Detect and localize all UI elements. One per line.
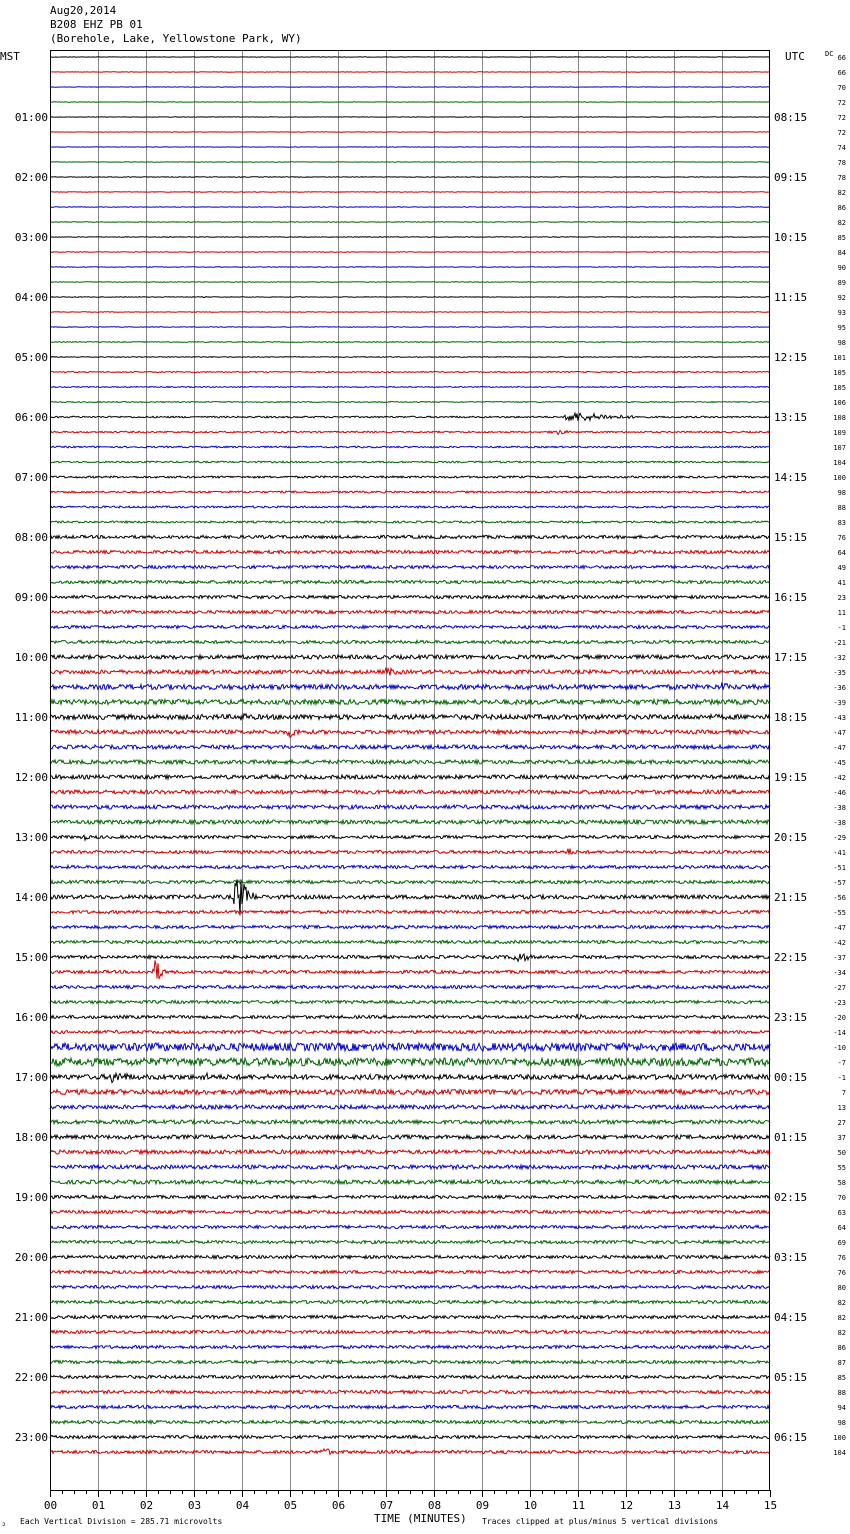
trace-row	[50, 402, 770, 403]
trace-row	[50, 491, 770, 493]
trace-row	[50, 790, 770, 794]
trace-row	[50, 267, 770, 268]
trace-row	[50, 506, 770, 508]
trace-row	[50, 1390, 770, 1393]
dc-offset-label: 98	[837, 339, 846, 347]
trace-row	[50, 282, 770, 283]
dc-offset-label: 37	[837, 1134, 846, 1142]
dc-offset-label: 70	[837, 1194, 846, 1202]
dc-offset-label: -27	[833, 984, 846, 992]
dc-offset-label: 93	[837, 309, 846, 317]
trace-row	[50, 252, 770, 253]
dc-offset-label: 100	[833, 1434, 846, 1442]
dc-offset-label: 107	[833, 444, 846, 452]
trace-row	[50, 595, 770, 598]
trace-row	[50, 1270, 770, 1273]
mst-hour-label: 10:00	[14, 651, 48, 664]
trace-row	[50, 1014, 770, 1019]
dc-offset-label: -38	[833, 804, 846, 812]
dc-offset-label: 27	[837, 1119, 846, 1127]
dc-offset-label: 64	[837, 549, 846, 557]
utc-hour-label: 09:15	[774, 171, 808, 184]
dc-offset-label: 98	[837, 1419, 846, 1427]
dc-offset-label: 90	[837, 264, 846, 272]
utc-hour-label: 02:15	[774, 1191, 808, 1204]
dc-offset-label: -36	[833, 684, 846, 692]
trace-row	[50, 1105, 770, 1109]
trace-row	[50, 745, 770, 749]
mst-hour-label: 11:00	[14, 711, 48, 724]
utc-hour-label: 16:15	[774, 591, 808, 604]
trace-row	[50, 1058, 770, 1066]
trace-row	[50, 550, 770, 553]
trace-row	[50, 1449, 770, 1455]
dc-offset-label: 105	[833, 384, 846, 392]
trace-row	[50, 985, 770, 988]
trace-row	[50, 730, 770, 738]
dc-offset-label: 83	[837, 519, 846, 527]
trace-row	[50, 640, 770, 643]
dc-offset-label: 66	[837, 69, 846, 77]
trace-row	[50, 1240, 770, 1243]
utc-hour-label: 18:15	[774, 711, 808, 724]
dc-offset-label: 88	[837, 1389, 846, 1397]
x-tick-label: 14	[715, 1499, 730, 1512]
dc-offset-label: 85	[837, 234, 846, 242]
dc-offset-label: 70	[837, 84, 846, 92]
dc-offset-label: 92	[837, 294, 846, 302]
trace-row	[50, 1255, 770, 1258]
dc-offset-label: -47	[833, 924, 846, 932]
trace-row	[50, 775, 770, 779]
trace-row	[50, 1405, 770, 1408]
trace-row	[50, 714, 770, 721]
trace-row	[50, 476, 770, 478]
x-tick-label: 04	[235, 1499, 250, 1512]
trace-row	[50, 954, 770, 962]
utc-hour-label: 03:15	[774, 1251, 808, 1264]
x-tick-label: 15	[763, 1499, 778, 1512]
trace-row	[50, 820, 770, 824]
dc-offset-label: 50	[837, 1149, 846, 1157]
dc-offset-label: 86	[837, 1344, 846, 1352]
dc-offset-label: 63	[837, 1209, 846, 1217]
utc-hour-label: 15:15	[774, 531, 808, 544]
x-tick-label: 01	[91, 1499, 106, 1512]
dc-offset-label: 55	[837, 1164, 846, 1172]
trace-row	[50, 880, 770, 883]
dc-offset-label: 82	[837, 1314, 846, 1322]
dc-offset-label: 23	[837, 594, 846, 602]
dc-offset-label: -1	[837, 624, 846, 632]
mst-hour-label: 18:00	[14, 1131, 48, 1144]
x-axis-title: TIME (MINUTES)	[374, 1512, 467, 1525]
trace-row	[50, 1150, 770, 1154]
trace-row	[50, 910, 770, 913]
dc-offset-label: 88	[837, 504, 846, 512]
dc-offset-label: -39	[833, 699, 846, 707]
trace-row	[50, 835, 770, 840]
mst-hour-label: 17:00	[14, 1071, 48, 1084]
trace-row	[50, 1120, 770, 1124]
mst-hour-label: 14:00	[14, 891, 48, 904]
trace-row	[50, 222, 770, 223]
dc-offset-label: 64	[837, 1224, 846, 1232]
dc-offset-label: 105	[833, 369, 846, 377]
dc-offset-label: -45	[833, 759, 846, 767]
utc-hour-label: 05:15	[774, 1371, 808, 1384]
x-tick-label: 11	[571, 1499, 586, 1512]
mst-hour-label: 07:00	[14, 471, 48, 484]
trace-row	[50, 535, 770, 538]
dc-offset-label: 106	[833, 399, 846, 407]
trace-row	[50, 1360, 770, 1363]
mst-hour-label: 08:00	[14, 531, 48, 544]
dc-offset-label: 86	[837, 204, 846, 212]
dc-offset-label: 104	[833, 1449, 846, 1457]
mst-hour-label: 01:00	[14, 111, 48, 124]
trace-row	[50, 446, 770, 448]
trace-row	[50, 1345, 770, 1348]
utc-hour-label: 06:15	[774, 1431, 808, 1444]
trace-row	[50, 700, 770, 705]
scale-note: Each Vertical Division = 285.71 microvolts	[20, 1517, 223, 1526]
dc-offset-label: -34	[833, 969, 846, 977]
dc-offset-label: -47	[833, 744, 846, 752]
trace-row	[50, 565, 770, 568]
dc-offset-label: -1	[837, 1074, 846, 1082]
mst-hour-label: 15:00	[14, 951, 48, 964]
dc-offset-label: -51	[833, 864, 846, 872]
dc-offset-label: 74	[837, 144, 846, 152]
dc-offset-label: -43	[833, 714, 846, 722]
trace-row	[50, 357, 770, 358]
dc-offset-label: 7	[841, 1089, 846, 1097]
dc-offset-label: 72	[837, 114, 846, 122]
mst-hour-label: 20:00	[14, 1251, 48, 1264]
trace-row	[50, 461, 770, 463]
trace-row	[50, 312, 770, 313]
dc-offset-label: -14	[833, 1029, 846, 1037]
utc-hour-label: 11:15	[774, 291, 808, 304]
trace-row	[50, 342, 770, 343]
x-tick-label: 00	[43, 1499, 58, 1512]
dc-offset-label: 101	[833, 354, 846, 362]
utc-hour-label: 23:15	[774, 1011, 808, 1024]
trace-row	[50, 1000, 770, 1003]
mst-hour-label: 04:00	[14, 291, 48, 304]
trace-row	[50, 177, 770, 178]
dc-offset-label: 85	[837, 1374, 846, 1382]
dc-offset-label: 41	[837, 579, 846, 587]
dc-offset-label: -23	[833, 999, 846, 1007]
trace-row	[50, 1043, 770, 1051]
trace-row	[50, 371, 770, 372]
x-tick-label: 06	[331, 1499, 346, 1512]
dc-offset-label: 89	[837, 279, 846, 287]
mst-hour-label: 21:00	[14, 1311, 48, 1324]
trace-row	[50, 879, 770, 915]
dc-offset-label: 98	[837, 489, 846, 497]
dc-offset-label: 82	[837, 1299, 846, 1307]
dc-offset-label: -55	[833, 909, 846, 917]
dc-offset-label: 104	[833, 459, 846, 467]
dc-offset-label: 78	[837, 174, 846, 182]
x-tick-label: 02	[139, 1499, 154, 1512]
station-location: (Borehole, Lake, Yellowstone Park, WY)	[50, 32, 302, 45]
x-tick-label: 03	[187, 1499, 202, 1512]
dc-offset-label: -21	[833, 639, 846, 647]
dc-offset-label: 72	[837, 99, 846, 107]
trace-row	[50, 387, 770, 388]
trace-row	[50, 1375, 770, 1378]
dc-offset-label: 78	[837, 159, 846, 167]
trace-row	[50, 1420, 770, 1423]
dc-offset-label: -38	[833, 819, 846, 827]
station-code: B208 EHZ PB 01	[50, 18, 143, 31]
trace-row	[50, 1435, 770, 1438]
seismic-traces	[50, 57, 770, 1455]
corner-mark: ↄ	[2, 1521, 6, 1528]
trace-row	[50, 805, 770, 809]
dc-offset-label: 72	[837, 129, 846, 137]
trace-row	[50, 237, 770, 238]
dc-offset-label: 95	[837, 324, 846, 332]
dc-offset-label: -42	[833, 774, 846, 782]
x-tick-label: 09	[475, 1499, 490, 1512]
dc-offset-label: -42	[833, 939, 846, 947]
dc-offset-label: 49	[837, 564, 846, 572]
trace-row	[50, 960, 770, 979]
trace-row	[50, 655, 770, 659]
utc-hour-label: 10:15	[774, 231, 808, 244]
trace-row	[50, 1030, 770, 1033]
mst-hour-label: 06:00	[14, 411, 48, 424]
mst-hour-label: 02:00	[14, 171, 48, 184]
x-tick-label: 07	[379, 1499, 394, 1512]
trace-row	[50, 1285, 770, 1288]
dc-offset-label: -32	[833, 654, 846, 662]
utc-hour-label: 14:15	[774, 471, 808, 484]
right-zone-label: UTC	[785, 50, 805, 63]
utc-hour-label: 08:15	[774, 111, 808, 124]
utc-hour-label: 17:15	[774, 651, 808, 664]
trace-row	[50, 625, 770, 628]
dc-offset-label: 80	[837, 1284, 846, 1292]
dc-offset-label: -37	[833, 954, 846, 962]
trace-row	[50, 413, 770, 421]
dc-offset-label: 76	[837, 534, 846, 542]
trace-row	[50, 610, 770, 613]
trace-row	[50, 192, 770, 193]
dc-offset-label: 76	[837, 1269, 846, 1277]
dc-offset-label: -41	[833, 849, 846, 857]
trace-row	[50, 580, 770, 583]
mst-hour-label: 09:00	[14, 591, 48, 604]
x-tick-label: 12	[619, 1499, 634, 1512]
trace-row	[50, 1225, 770, 1228]
dc-offset-label: -56	[833, 894, 846, 902]
utc-hour-label: 13:15	[774, 411, 808, 424]
trace-row	[50, 431, 770, 435]
dc-offset-label: -7	[837, 1059, 846, 1067]
utc-hour-label: 00:15	[774, 1071, 808, 1084]
trace-row	[50, 1195, 770, 1198]
utc-hour-label: 20:15	[774, 831, 808, 844]
trace-row	[50, 668, 770, 676]
dc-offset-label: 109	[833, 429, 846, 437]
trace-row	[50, 1135, 770, 1139]
mst-hour-label: 12:00	[14, 771, 48, 784]
utc-hour-label: 01:15	[774, 1131, 808, 1144]
trace-row	[50, 1073, 770, 1082]
trace-row	[50, 521, 770, 523]
trace-row	[50, 1180, 770, 1184]
dc-label: DC	[825, 50, 834, 58]
trace-row	[50, 682, 770, 689]
x-tick-label: 08	[427, 1499, 442, 1512]
trace-row	[50, 1090, 770, 1095]
mst-hour-label: 03:00	[14, 231, 48, 244]
dc-offset-label: 13	[837, 1104, 846, 1112]
x-tick-label: 13	[667, 1499, 682, 1512]
left-zone-label: MST	[0, 50, 20, 63]
utc-hour-label: 21:15	[774, 891, 808, 904]
trace-row	[50, 1165, 770, 1169]
utc-hour-label: 19:15	[774, 771, 808, 784]
dc-offset-label: 66	[837, 54, 846, 62]
dc-offset-label: 108	[833, 414, 846, 422]
mst-hour-label: 22:00	[14, 1371, 48, 1384]
trace-row	[50, 327, 770, 328]
dc-offset-label: -20	[833, 1014, 846, 1022]
clip-note: Traces clipped at plus/minus 5 vertical divisions	[482, 1517, 719, 1526]
trace-row	[50, 925, 770, 928]
dc-offset-label: 69	[837, 1239, 846, 1247]
trace-row	[50, 940, 770, 943]
dc-offset-label: -10	[833, 1044, 846, 1052]
dc-offset-label: -29	[833, 834, 846, 842]
utc-hour-label: 04:15	[774, 1311, 808, 1324]
dc-offset-label: 100	[833, 474, 846, 482]
x-tick-label: 05	[283, 1499, 298, 1512]
trace-row	[50, 760, 770, 764]
trace-row	[50, 1315, 770, 1318]
mst-hour-label: 23:00	[14, 1431, 48, 1444]
dc-offset-label: 87	[837, 1359, 846, 1367]
axis-labels	[15, 54, 846, 1512]
trace-row	[50, 849, 770, 855]
dc-offset-label: -46	[833, 789, 846, 797]
dc-offset-label: 82	[837, 219, 846, 227]
dc-offset-label: 82	[837, 1329, 846, 1337]
trace-row	[50, 1210, 770, 1213]
trace-row	[50, 297, 770, 298]
dc-offset-label: 76	[837, 1254, 846, 1262]
dc-offset-label: -35	[833, 669, 846, 677]
chart-date: Aug20,2014	[50, 4, 117, 17]
dc-offset-label: -47	[833, 729, 846, 737]
mst-hour-label: 05:00	[14, 351, 48, 364]
mst-hour-label: 19:00	[14, 1191, 48, 1204]
trace-row	[50, 1330, 770, 1333]
trace-row	[50, 1300, 770, 1303]
mst-hour-label: 13:00	[14, 831, 48, 844]
dc-offset-label: 94	[837, 1404, 846, 1412]
utc-hour-label: 22:15	[774, 951, 808, 964]
dc-offset-label: 82	[837, 189, 846, 197]
dc-offset-label: 11	[837, 609, 846, 617]
utc-hour-label: 12:15	[774, 351, 808, 364]
trace-row	[50, 865, 770, 868]
trace-row	[50, 207, 770, 208]
dc-offset-label: 84	[837, 249, 846, 257]
dc-offset-label: 58	[837, 1179, 846, 1187]
x-tick-label: 10	[523, 1499, 538, 1512]
dc-offset-label: -57	[833, 879, 846, 887]
mst-hour-label: 16:00	[14, 1011, 48, 1024]
